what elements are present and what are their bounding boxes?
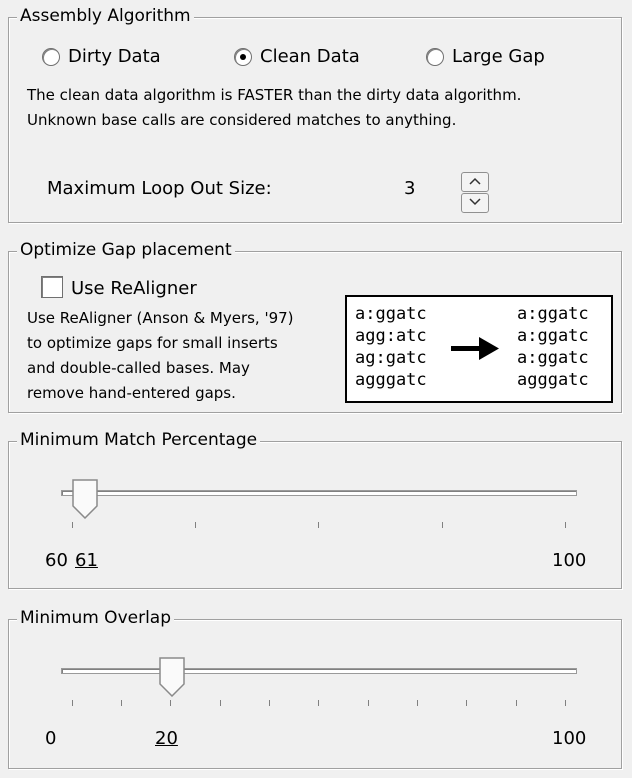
- min-overlap-min-label: 0: [45, 728, 57, 749]
- radio-clean-data[interactable]: [234, 46, 360, 67]
- min-match-legend: Minimum Match Percentage: [17, 428, 260, 452]
- radio-clean-data-label: Clean Data: [260, 46, 360, 67]
- assembly-description: [27, 83, 617, 133]
- min-overlap-tick: [121, 700, 122, 706]
- min-overlap-tick: [170, 700, 171, 706]
- assembly-algorithm-group: [8, 6, 622, 223]
- realigner-description-line: and double-called bases. May: [27, 359, 250, 377]
- min-overlap-max-label: 100: [552, 728, 587, 749]
- loop-out-size-input[interactable]: 3: [404, 178, 416, 199]
- realigner-example-box: [345, 295, 613, 403]
- example-before-line: agg:atc: [355, 326, 427, 346]
- min-overlap-slider-thumb[interactable]: [159, 657, 185, 697]
- min-overlap-tick: [565, 700, 566, 706]
- min-match-tick: [565, 522, 566, 528]
- optimize-gap-legend: Optimize Gap placement: [17, 238, 235, 262]
- radio-large-gap[interactable]: [426, 46, 545, 67]
- radio-dirty-data-circle[interactable]: [42, 48, 60, 66]
- example-before-line: ag:gatc: [355, 348, 427, 368]
- min-match-slider-thumb[interactable]: [72, 479, 98, 519]
- min-overlap-value-label: 20: [155, 728, 178, 749]
- example-after: [517, 303, 589, 391]
- example-before-line: agggatc: [355, 370, 427, 390]
- min-overlap-tick: [417, 700, 418, 706]
- arrow-right-icon: [451, 337, 501, 361]
- loop-out-size-up-button[interactable]: [461, 172, 489, 192]
- chevron-down-icon: [469, 198, 481, 206]
- min-overlap-tick: [220, 700, 221, 706]
- min-overlap-tick: [368, 700, 369, 706]
- realigner-description-line: Use ReAligner (Anson & Myers, '97): [27, 309, 294, 327]
- min-match-slider-track[interactable]: [61, 490, 577, 496]
- min-match-tick: [442, 522, 443, 528]
- min-overlap-slider-track[interactable]: [61, 668, 577, 674]
- realigner-description: [27, 306, 347, 406]
- min-overlap-tick: [516, 700, 517, 706]
- chevron-up-icon: [469, 177, 481, 185]
- example-after-line: a:ggatc: [517, 348, 589, 368]
- min-overlap-tick: [466, 700, 467, 706]
- min-overlap-tick: [269, 700, 270, 706]
- radio-large-gap-circle[interactable]: [426, 48, 444, 66]
- assembly-algorithm-legend: Assembly Algorithm: [17, 4, 194, 28]
- min-overlap-group: [8, 608, 622, 769]
- example-after-line: a:ggatc: [517, 304, 589, 324]
- example-before: [355, 303, 427, 391]
- radio-clean-data-circle[interactable]: [234, 48, 252, 66]
- assembly-description-line-2: Unknown base calls are considered matches to anything.: [27, 111, 457, 129]
- min-overlap-tick: [318, 700, 319, 706]
- min-match-group: [8, 430, 622, 589]
- example-after-line: a:ggatc: [517, 326, 589, 346]
- slider-thumb-icon: [159, 657, 185, 697]
- radio-dirty-data-label: Dirty Data: [68, 46, 161, 67]
- min-match-max-label: 100: [552, 550, 587, 571]
- loop-out-size-down-button[interactable]: [461, 193, 489, 213]
- min-match-tick: [318, 522, 319, 528]
- min-match-value-label: 61: [75, 550, 98, 571]
- assembly-description-line-1: The clean data algorithm is FASTER than the dirty data algorithm.: [27, 86, 522, 104]
- use-realigner-checkbox[interactable]: [41, 276, 63, 298]
- slider-thumb-icon: [72, 479, 98, 519]
- loop-out-size-label: Maximum Loop Out Size:: [47, 178, 272, 199]
- example-before-line: a:ggatc: [355, 304, 427, 324]
- radio-large-gap-label: Large Gap: [452, 46, 545, 67]
- min-overlap-legend: Minimum Overlap: [17, 606, 174, 630]
- realigner-description-line: to optimize gaps for small inserts: [27, 334, 278, 352]
- min-overlap-tick: [72, 700, 73, 706]
- min-match-min-label: 60: [45, 550, 68, 571]
- use-realigner-label[interactable]: Use ReAligner: [71, 278, 197, 299]
- min-match-tick: [195, 522, 196, 528]
- radio-dirty-data[interactable]: [42, 46, 161, 67]
- optimize-gap-group: [8, 240, 622, 413]
- min-match-tick: [72, 522, 73, 528]
- example-after-line: agggatc: [517, 370, 589, 390]
- realigner-description-line: remove hand-entered gaps.: [27, 384, 236, 402]
